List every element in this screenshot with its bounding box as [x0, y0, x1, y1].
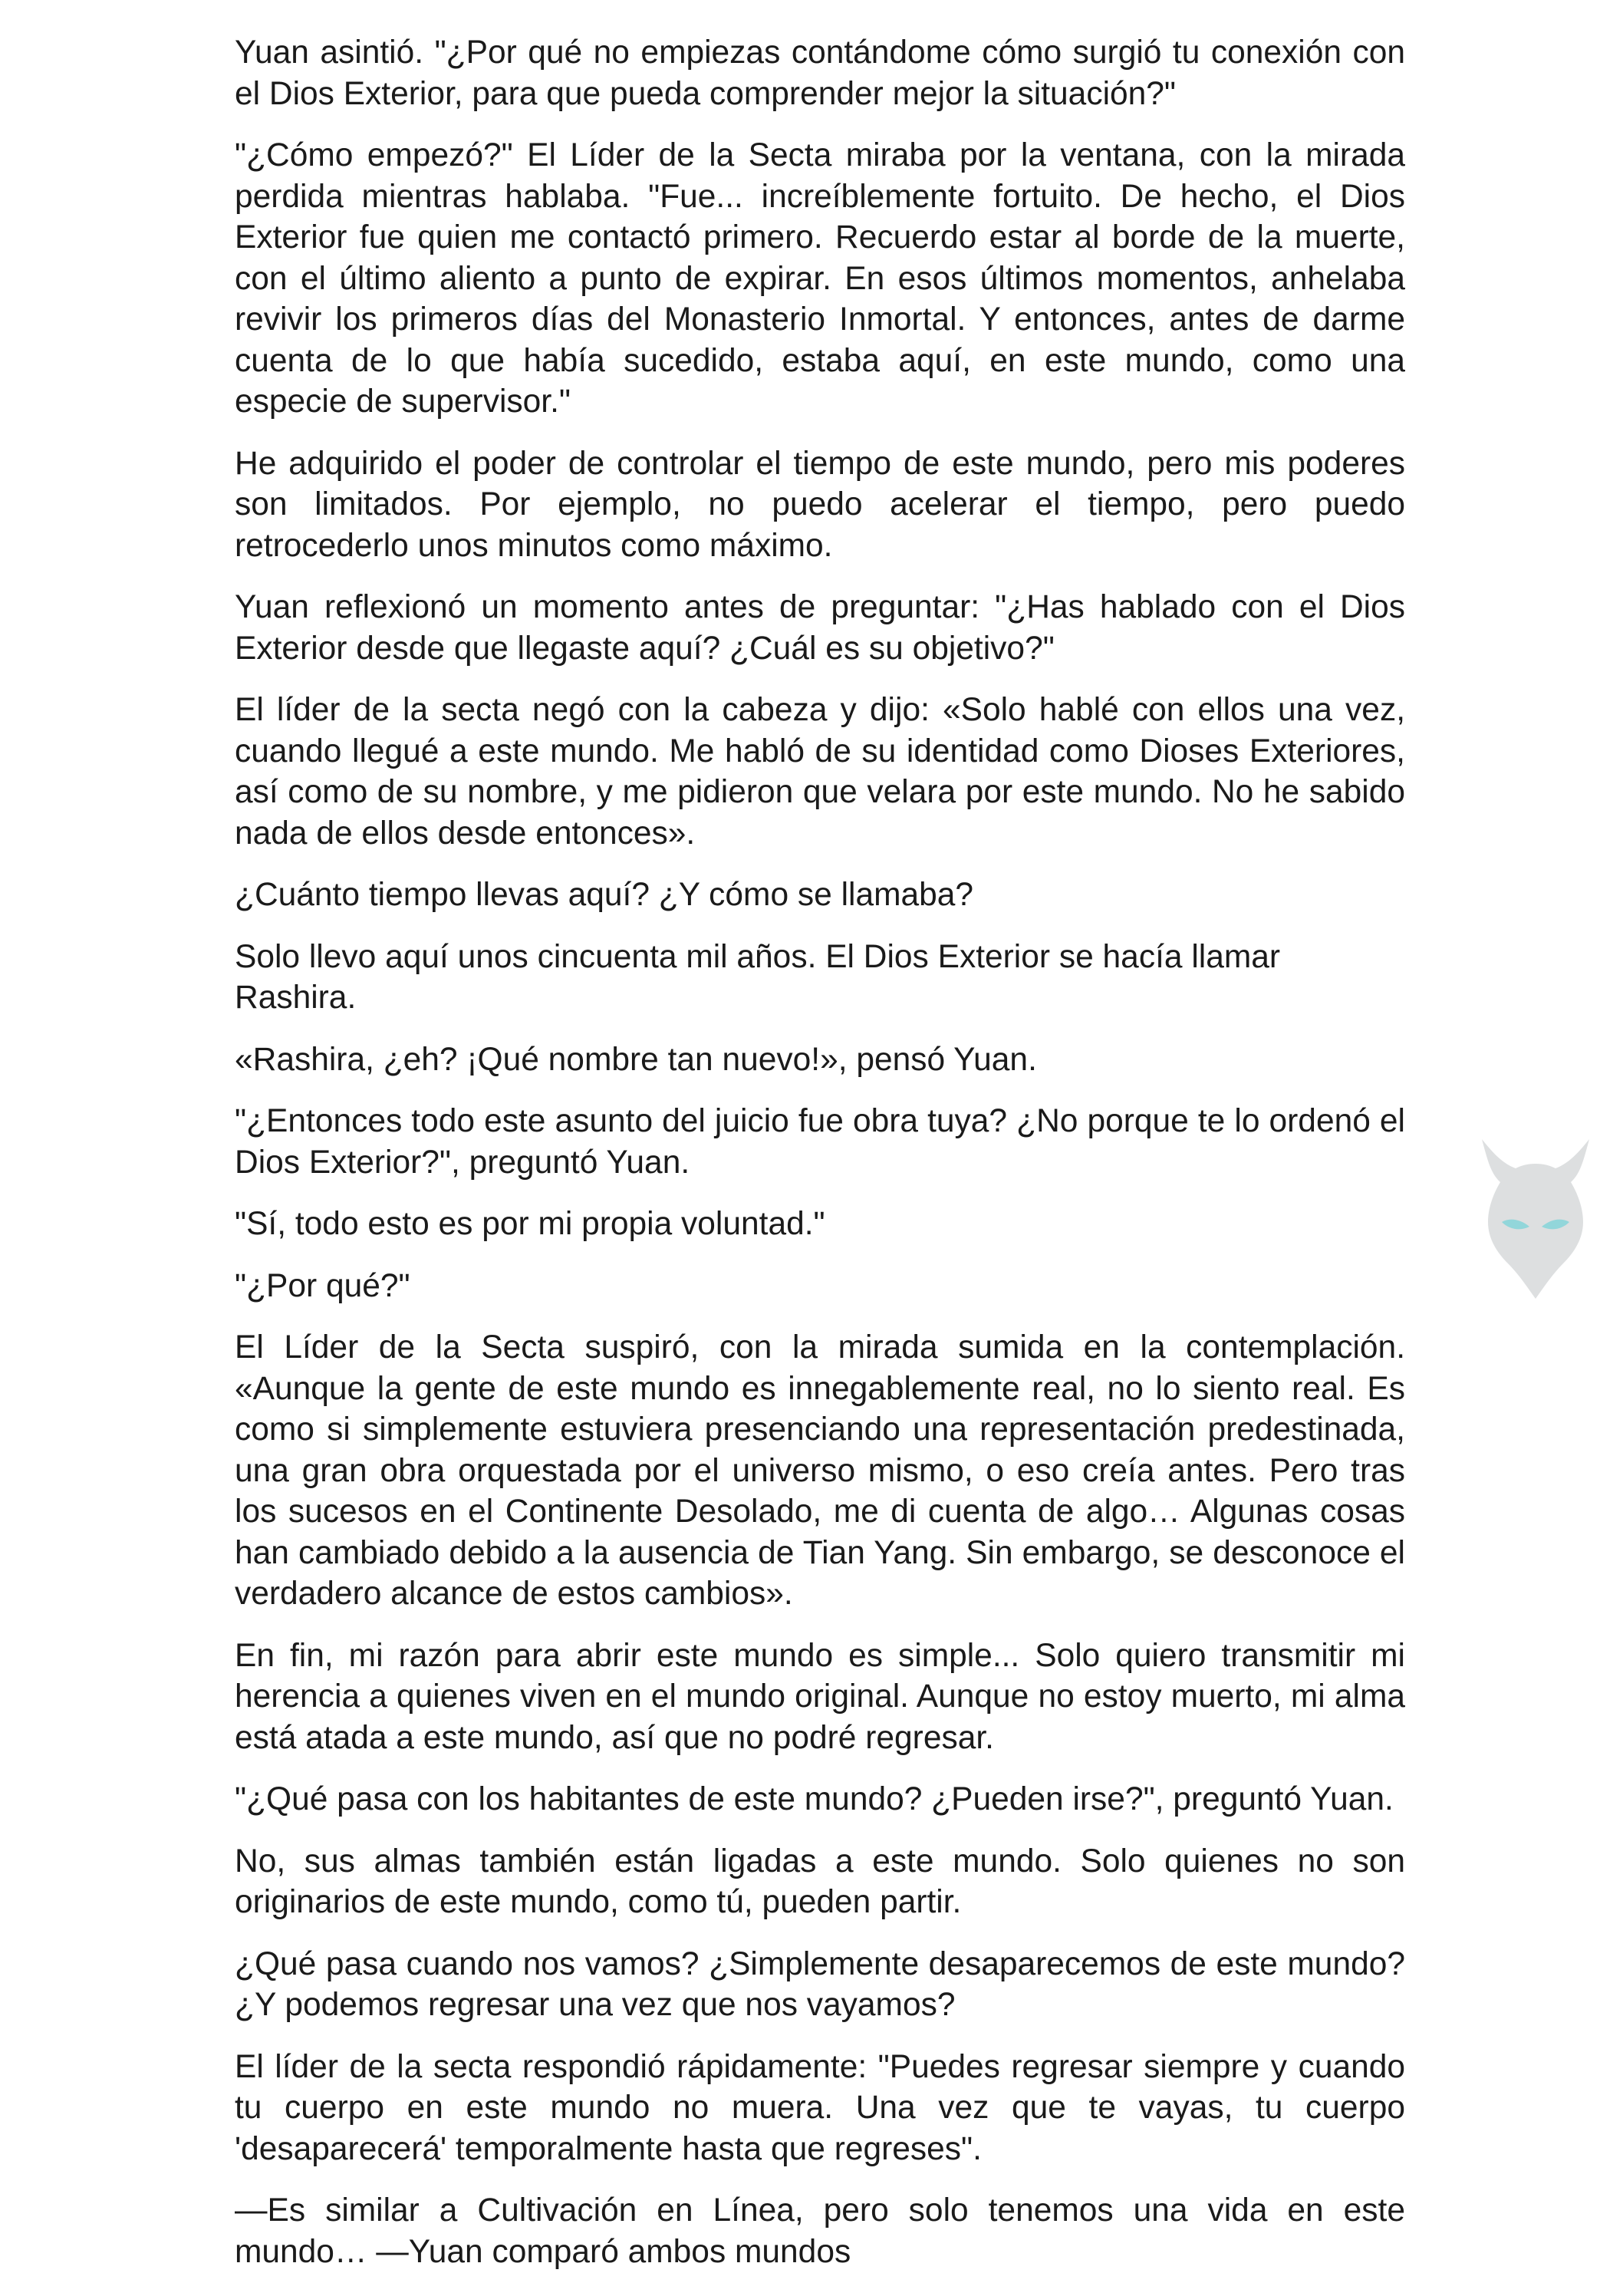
paragraph-1: Yuan asintió. "¿Por qué no empiezas contándome cómo surgió tu conexión con el Dios Exterior, para que pueda comprender mejor la situación?"	[235, 35, 1405, 112]
paragraph-7: Solo llevo aquí unos cincuenta mil años. El Dios Exterior se hacía llamar Rashira.	[235, 938, 1281, 1016]
document-body	[235, 32, 1405, 2293]
paragraph-3: He adquirido el poder de controlar el tiempo de este mundo, pero mis poderes son limitados. Por ejemplo, no puedo acelerar el tiempo, pero puedo retrocederlo unos minutos como máximo.	[235, 445, 1405, 564]
paragraph-9: "¿Entonces todo este asunto del juicio fue obra tuya? ¿No porque te lo ordenó el Dios Exterior?", preguntó Yuan.	[235, 1103, 1405, 1181]
paragraph-11: "¿Por qué?"	[235, 1267, 410, 1304]
watermark-head-shape	[1482, 1139, 1589, 1299]
paragraph-4: Yuan reflexionó un momento antes de preguntar: "¿Has hablado con el Dios Exterior desde que llegaste aquí? ¿Cuál es su objetivo?"	[235, 589, 1405, 667]
paragraph-2: "¿Cómo empezó?" El Líder de la Secta miraba por la ventana, con la mirada perdida mientras hablaba. "Fue... increíblemente fortuito. De hecho, el Dios Exterior fue quien me contactó primero. Recuerdo estar al borde de la muerte, con el último aliento a punto de expirar. En esos últimos momentos, anhelaba revivir los primeros días del Monasterio Inmortal. Y entonces, antes de darme cuenta de lo que había sucedido, estaba aquí, en este mundo, como una especie de supervisor."	[235, 137, 1405, 420]
paragraph-6: ¿Cuánto tiempo llevas aquí? ¿Y cómo se llamaba?	[235, 877, 974, 913]
paragraph-13: En fin, mi razón para abrir este mundo es simple... Solo quiero transmitir mi herencia a quienes viven en el mundo original. Aunque no estoy muerto, mi alma está atada a este mundo, así que no podré regresar.	[235, 1637, 1405, 1756]
paragraph-5: El líder de la secta negó con la cabeza y dijo: «Solo hablé con ellos una vez, cuando llegué a este mundo. Me habló de su identidad como Dioses Exteriores, así como de su nombre, y me pidieron que velara por este mundo. No he sabido nada de ellos desde entonces».	[235, 692, 1405, 852]
paragraph-12: El Líder de la Secta suspiró, con la mirada sumida en la contemplación. «Aunque la gente de este mundo es innegablemente real, no lo siento real. Es como si simplemente estuviera presenciando una representación predestinada, una gran obra orquestada por el universo mismo, o eso creía antes. Pero tras los sucesos en el Continente Desolado, me di cuenta de algo… Algunas cosas han cambiado debido a la ausencia de Tian Yang. Sin embargo, se desconoce el verdadero alcance de estos cambios».	[235, 1329, 1405, 1612]
paragraph-17: El líder de la secta respondió rápidamente: "Puedes regresar siempre y cuando tu cuerpo en este mundo no muera. Una vez que te vayas, tu cuerpo 'desaparecerá' temporalmente hasta que regreses".	[235, 2048, 1405, 2167]
paragraph-16: ¿Qué pasa cuando nos vamos? ¿Simplemente desaparecemos de este mundo? ¿Y podemos regresar una vez que nos vayamos?	[235, 1945, 1405, 2023]
paragraph-18: —Es similar a Cultivación en Línea, pero solo tenemos una vida en este mundo… —Yuan comparó ambos mundos	[235, 2192, 1405, 2270]
paragraph-8: «Rashira, ¿eh? ¡Qué nombre tan nuevo!», pensó Yuan.	[235, 1041, 1037, 1078]
paragraph-14: "¿Qué pasa con los habitantes de este mundo? ¿Pueden irse?", preguntó Yuan.	[235, 1781, 1394, 1817]
paragraph-10: "Sí, todo esto es por mi propia voluntad."	[235, 1206, 825, 1242]
demon-head-icon	[1465, 1132, 1607, 1304]
paragraph-15: No, sus almas también están ligadas a este mundo. Solo quienes no son originarios de este mundo, como tú, pueden partir.	[235, 1843, 1405, 1920]
